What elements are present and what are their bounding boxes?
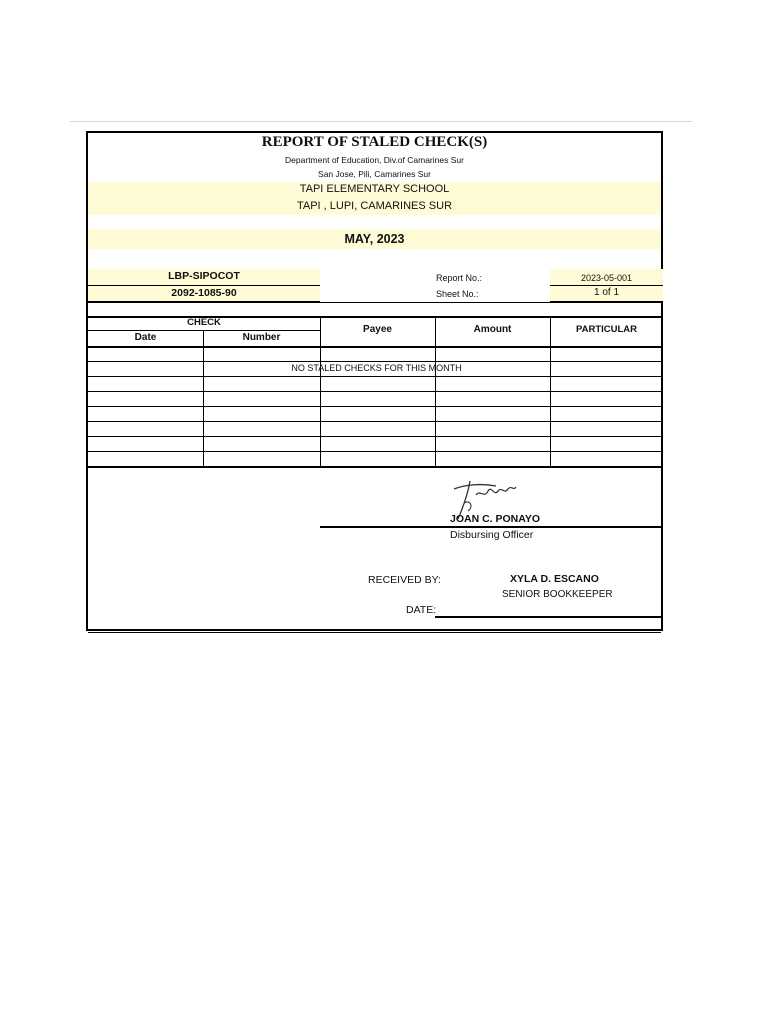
office-address: San Jose, Pili, Camarines Sur — [318, 169, 431, 179]
column-divider — [435, 316, 436, 467]
date-signature-line — [435, 616, 661, 618]
particular-header: PARTICULAR — [575, 324, 638, 335]
report-title: REPORT OF STALED CHECK(S) — [261, 134, 488, 150]
receiver-title: SENIOR BOOKKEEPER — [502, 589, 613, 600]
column-divider — [203, 330, 204, 467]
table-bottom-rule — [88, 466, 661, 468]
amount-header: Amount — [473, 324, 512, 335]
table-row — [88, 421, 661, 422]
sheet-no-label: Sheet No.: — [436, 289, 479, 299]
table-row — [88, 406, 661, 407]
account-number: 2092-1085-90 — [171, 287, 237, 299]
number-header: Number — [242, 332, 281, 343]
received-by-label: RECEIVED BY: — [368, 574, 441, 586]
column-divider — [550, 316, 551, 467]
table-rule — [88, 302, 661, 303]
table-row — [88, 436, 661, 437]
table-row — [88, 391, 661, 392]
bank-name: LBP-SIPOCOT — [168, 270, 240, 282]
payee-header: Payee — [363, 324, 392, 335]
empty-table-message: NO STALED CHECKS FOR THIS MONTH — [291, 363, 462, 373]
school-name: TAPI ELEMENTARY SCHOOL — [299, 183, 450, 195]
officer-signature-line — [320, 526, 661, 528]
column-divider — [320, 316, 321, 467]
table-row — [88, 451, 661, 452]
check-header: CHECK — [187, 317, 221, 328]
officer-name: JOAN C. PONAYO — [450, 513, 541, 525]
date-header: Date — [134, 332, 157, 343]
header-bottom-rule — [88, 346, 661, 348]
table-row — [88, 376, 661, 377]
report-no-label: Report No.: — [436, 273, 483, 283]
table-row — [88, 361, 661, 362]
receiver-name: XYLA D. ESCANO — [510, 573, 599, 585]
school-address: TAPI , LUPI, CAMARINES SUR — [296, 200, 453, 212]
department-text: Department of Education, Div.of Camarines Sur — [285, 155, 464, 165]
check-subheader-rule — [88, 330, 320, 331]
report-month: MAY, 2023 — [344, 232, 405, 246]
sheet-no-value: 1 of 1 — [593, 287, 620, 298]
report-sheet — [86, 131, 663, 631]
bottom-rule — [88, 632, 661, 633]
report-no-value: 2023-05-001 — [580, 273, 633, 283]
date-label: DATE: — [406, 604, 437, 616]
officer-title: Disbursing Officer — [450, 529, 534, 541]
page-top-rule — [70, 121, 692, 122]
